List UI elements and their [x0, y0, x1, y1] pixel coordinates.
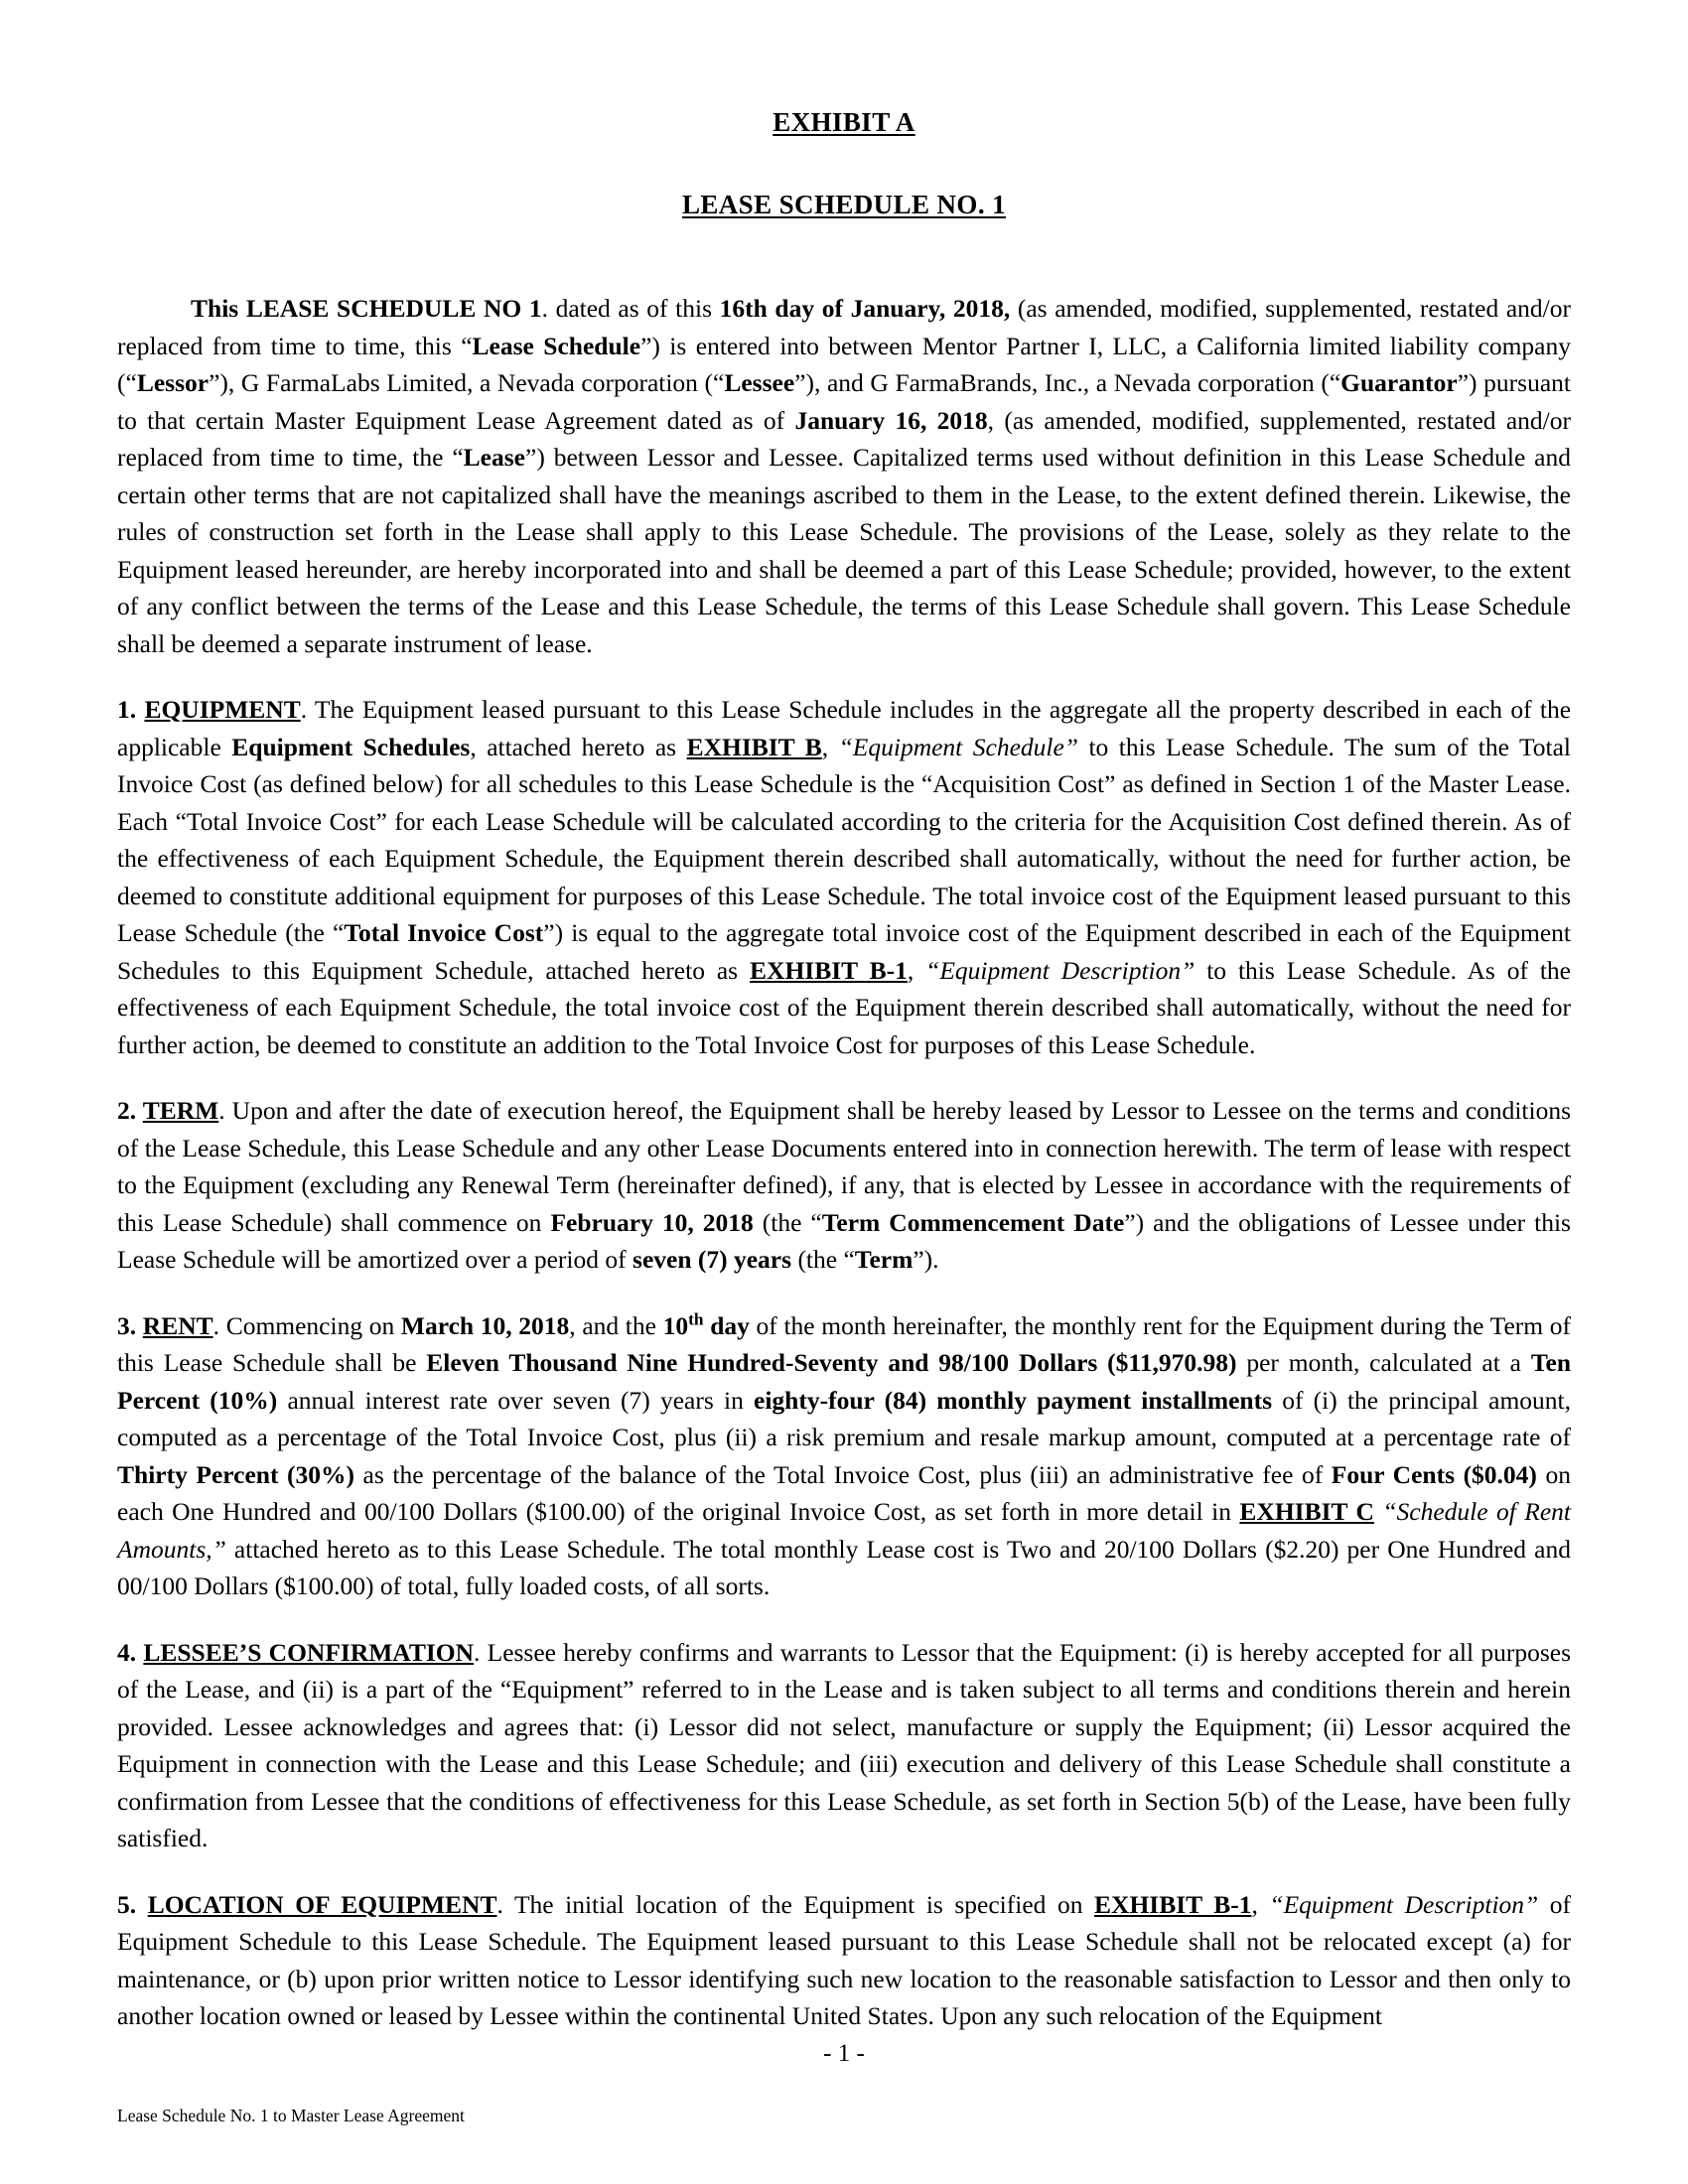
commencement-date: February 10, 2018 — [550, 1207, 754, 1237]
amortization-period: seven (7) years — [633, 1245, 792, 1274]
lease-schedule-title — [117, 190, 1571, 220]
section-4-heading: LESSEE’S CONFIRMATION — [143, 1637, 475, 1667]
term-lease: Lease — [463, 443, 525, 472]
section-1-heading: EQUIPMENT — [144, 695, 301, 724]
section-3-rent — [117, 1307, 1571, 1605]
preamble-date: 16th day of January, 2018, — [719, 294, 1011, 323]
section1-t2: , attached hereto as — [470, 732, 687, 761]
term-total-invoice-cost: Total Invoice Cost — [344, 918, 544, 947]
preamble-t7: , (as amended, modified, supplemented, restated and/or replaced from time to time, the “ — [117, 405, 1572, 472]
section-5-location-of-equipment — [117, 1886, 1571, 2035]
term-guarantor: Guarantor — [1340, 368, 1458, 397]
section3-t6: of (i) the principal amount, computed as a percentage of the Total Invoice Cost, plus (ii) a risk premium and resale markup amount, computed at a percentage rate of — [117, 1385, 1571, 1451]
exhibit-title — [117, 107, 1571, 138]
preamble-t6: ”) pursuant to that certain Master Equipment Lease Agreement dated as of — [117, 368, 1571, 435]
section-1-equipment — [117, 691, 1571, 1063]
risk-premium-rate: Thirty Percent (30%) — [117, 1459, 354, 1489]
section-1-number: 1. — [117, 695, 145, 724]
equipment-description-italic-2: “Equipment Description” — [1269, 1889, 1539, 1919]
section3-t10: attached hereto as to this Lease Schedule. The total monthly Lease cost is Two and 20/100 Dollars ($2.20) per One Hundred and 00/100 Dollars ($100.00) of total, fully loaded costs, of all sorts. — [117, 1534, 1571, 1600]
term-lessee: Lessee — [724, 368, 795, 397]
preamble-t4: ”), G FarmaLabs Limited, a Nevada corporation (“ — [209, 368, 725, 397]
footer-note: Lease Schedule No. 1 to Master Lease Agreement — [117, 2106, 465, 2125]
section-5-heading: LOCATION OF EQUIPMENT — [147, 1889, 497, 1919]
equipment-schedule-italic: “Equipment Schedule” — [838, 732, 1078, 761]
section-4-lessee-confirmation — [117, 1634, 1571, 1857]
section-3-heading: RENT — [142, 1310, 213, 1340]
section1-t1: . The Equipment leased pursuant to this Lease Schedule includes in the aggregate all the property described in each of the applicable — [117, 695, 1572, 761]
term-definition: Term — [854, 1245, 914, 1274]
preamble-t5: ”), and G FarmaBrands, Inc., a Nevada corporation (“ — [794, 368, 1341, 397]
term-lessor: Lessor — [136, 368, 210, 397]
section5-t1: . The initial location of the Equipment is specified on — [496, 1889, 1095, 1919]
preamble-t1: . dated as of this — [541, 294, 720, 323]
section2-t1: . Upon and after the date of execution hereof, the Equipment shall be hereby leased by Lessor to Lessee on the terms and conditions of the Lease Schedule, this Lease Schedule and any other Lease Documents entered into in connection herewith. The term of lease with respect to the Equipment (excluding any Renewal Term (hereinafter defined), if any, that is elected by Lessee in accordance with the requirements of this Lease Schedule) shall commence on — [117, 1096, 1572, 1237]
rent-due-day-number: 10 — [662, 1310, 689, 1340]
term-equipment-schedules: Equipment Schedules — [231, 732, 471, 761]
section-2-heading: TERM — [142, 1096, 219, 1125]
section1-t5: ”) is equal to the aggregate total invoice cost of the Equipment described in each of the Equipment Schedules to this Equipment Schedule, attached hereto as — [117, 918, 1572, 985]
section-3-number: 3. — [117, 1310, 143, 1340]
exhibit-b-reference: EXHIBIT B — [686, 732, 822, 761]
exhibit-c-reference: EXHIBIT C — [1239, 1497, 1374, 1526]
section1-t6: , — [907, 955, 926, 985]
monthly-rent-amount: Eleven Thousand Nine Hundred-Seventy and 98/100 Dollars ($11,970.98) — [426, 1348, 1237, 1377]
section1-t4: to this Lease Schedule. The sum of the Total Invoice Cost (as defined below) for all schedules to this Lease Schedule is the “Acquisition Cost” as defined in Section 1 of the Master Lease. Each “Total Invoice Cost” for each Lease Schedule will be calculated according to the criteria for the Acquisition Cost defined therein. As of the effectiveness of each Equipment Schedule, the Equipment therein described shall automatically, without the need for further action, be deemed to constitute additional equipment for purposes of this Lease Schedule. The total invoice cost of the Equipment leased pursuant to this Lease Schedule (the “ — [117, 732, 1572, 947]
section3-t5: annual interest rate over seven (7) years in — [277, 1385, 755, 1415]
lease-schedule-title-text: LEASE SCHEDULE NO. 1 — [681, 190, 1007, 219]
section-2-term — [117, 1092, 1571, 1279]
rent-due-day-label: day — [703, 1310, 750, 1340]
section3-t1: . Commencing on — [212, 1310, 401, 1340]
section5-t2: , — [1251, 1889, 1270, 1919]
preamble-t3: ”) is entered into between Mentor Partner I, LLC, a California limited liability company (“ — [117, 331, 1571, 397]
section3-t7: as the percentage of the balance of the Total Invoice Cost, plus (iii) an administrative fee of — [354, 1459, 1332, 1489]
term-lease-schedule: Lease Schedule — [472, 331, 641, 360]
section1-t3: , — [821, 732, 839, 761]
preamble-t8: ”) between Lessor and Lessee. Capitalized terms used without definition in this Lease Schedule and certain other terms that are not capitalized shall have the meanings ascribed to them in the Lease, to the extent defined therein. Likewise, the rules of construction set forth in the Lease shall apply to this Lease Schedule. The provisions of the Lease, solely as they relate to the Equipment leased hereunder, are hereby incorporated into and shall be deemed a part of this Lease Schedule; provided, however, to the extent of any conflict between the terms of the Lease and this Lease Schedule, the terms of this Lease Schedule shall govern. This Lease Schedule shall be deemed a separate instrument of lease. — [117, 443, 1571, 658]
administrative-fee: Four Cents ($0.04) — [1331, 1459, 1537, 1489]
term-commencement-date: Term Commencement Date — [821, 1207, 1125, 1237]
equipment-description-italic: “Equipment Description” — [925, 955, 1196, 985]
payment-installments: eighty-four (84) monthly payment installments — [754, 1385, 1273, 1415]
section3-t8: on each One Hundred and 00/100 Dollars ($100.00) of the original Invoice Cost, as set forth in more detail in — [117, 1459, 1571, 1526]
section-2-number: 2. — [117, 1096, 143, 1125]
section-5-number: 5. — [117, 1889, 148, 1919]
rent-due-day — [663, 1311, 750, 1340]
rent-due-day-ordinal: th — [688, 1309, 704, 1328]
section3-t2: , and the — [569, 1310, 663, 1340]
section2-t3: ”) and the obligations of Lessee under this Lease Schedule will be amortized over a period of — [117, 1207, 1571, 1274]
section2-t4: (the “ — [791, 1245, 855, 1274]
section3-t3: of the month hereinafter, the monthly rent for the Equipment during the Term of this Lease Schedule shall be — [117, 1310, 1571, 1377]
exhibit-b1-reference-2: EXHIBIT B-1 — [1094, 1889, 1252, 1919]
preamble-t2: (as amended, modified, supplemented, restated and/or replaced from time to time, this “ — [117, 294, 1571, 360]
section1-t7: to this Lease Schedule. As of the effectiveness of each Equipment Schedule, the total invoice cost of the Equipment therein described shall automatically, without the need for further action, be deemed to constitute an addition to the Total Invoice Cost for purposes of this Lease Schedule. — [117, 955, 1572, 1059]
interest-rate: Ten Percent (10%) — [117, 1348, 1571, 1415]
page-number: - 1 - — [823, 2040, 865, 2067]
exhibit-b1-reference: EXHIBIT B-1 — [750, 955, 908, 985]
master-lease-date: January 16, 2018 — [794, 405, 988, 435]
section2-t2: (the “ — [753, 1207, 822, 1237]
exhibit-title-text: EXHIBIT A — [773, 107, 915, 137]
section4-t1: . Lessee hereby confirms and warrants to Lessor that the Equipment: (i) is hereby accepted for all purposes of the Lease, and (ii) is a part of the “Equipment” referred to in the Lease and is taken subject to all terms and conditions therein and herein provided. Lessee acknowledges and agrees that: (i) Lessor did not select, manufacture or supply the Equipment; (ii) Lessor acquired the Equipment in connection with the Lease and this Lease Schedule; and (iii) execution and delivery of this Lease Schedule shall constitute a confirmation from Lessee that the conditions of effectiveness for this Lease Schedule, as set forth in Section 5(b) of the Lease, have been fully satisfied. — [117, 1637, 1571, 1852]
schedule-rent-amounts-italic: “Schedule of Rent Amounts,” — [117, 1497, 1571, 1564]
section-4-number: 4. — [117, 1637, 144, 1667]
preamble-lead: This LEASE SCHEDULE NO 1 — [191, 294, 542, 323]
section2-t5: ”). — [913, 1245, 939, 1274]
rent-start-date: March 10, 2018 — [400, 1310, 570, 1340]
section5-t3: of Equipment Schedule to this Lease Schedule. The Equipment leased pursuant to this Lease Schedule shall not be relocated except (a) for maintenance, or (b) upon prior written notice to Lessor identifying such new location to the reasonable satisfaction to Lessor and then only to another location owned or leased by Lessee within the continental United States. Upon any such relocation of the Equipment — [117, 1889, 1572, 2030]
section3-t4: per month, calculated at a — [1236, 1348, 1531, 1377]
preamble-paragraph — [117, 290, 1571, 662]
